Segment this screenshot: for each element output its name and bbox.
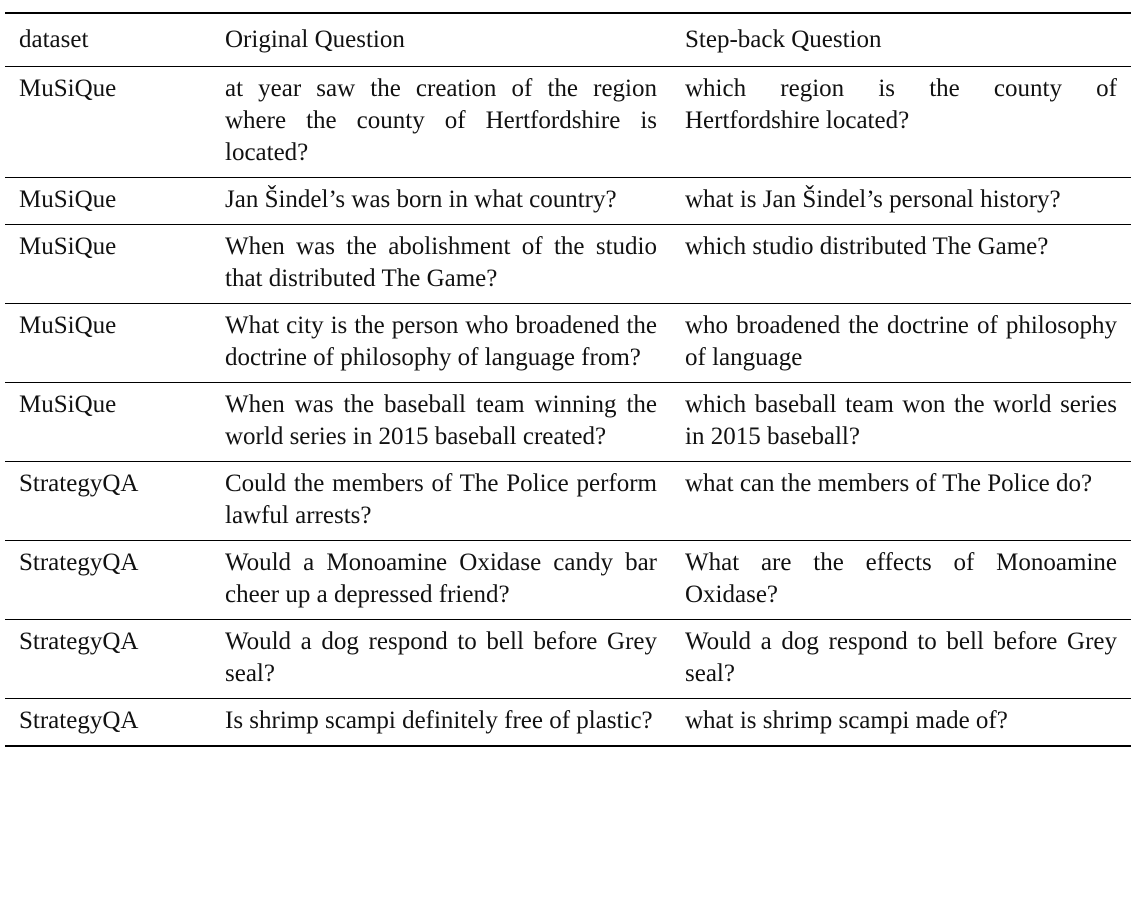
- cell-original-question: Would a dog respond to bell before Grey seal?: [225, 628, 657, 687]
- table-row: [5, 620, 1131, 699]
- cell-dataset: MuSiQue: [19, 186, 117, 213]
- examples-table-container: [5, 12, 1131, 747]
- cell-original-question: Is shrimp scampi definitely free of plastic?: [225, 707, 653, 734]
- cell-step-back-question: what is shrimp scampi made of?: [685, 707, 1008, 734]
- cell-dataset: StrategyQA: [19, 628, 139, 655]
- cell-step-back-question: Would a dog respond to bell before Grey seal?: [685, 628, 1117, 687]
- cell-dataset: StrategyQA: [19, 707, 139, 734]
- table-row: [5, 462, 1131, 541]
- cell-original-question: Would a Monoamine Oxidase candy bar cheer up a depressed friend?: [225, 549, 657, 608]
- header-row: [5, 13, 1131, 67]
- header-step-back-question: Step-back Question: [685, 26, 882, 53]
- cell-original-question: at year saw the creation of the region where the county of Hertfordshire is located?: [225, 75, 657, 166]
- cell-step-back-question: which baseball team won the world series in 2015 baseball?: [685, 391, 1117, 450]
- cell-original-question: Could the members of The Police perform lawful arrests?: [225, 470, 657, 529]
- cell-step-back-question: What are the effects of Monoamine Oxidase?: [685, 549, 1117, 608]
- cell-dataset: MuSiQue: [19, 233, 117, 260]
- cell-step-back-question: who broadened the doctrine of philosophy of language: [685, 312, 1117, 371]
- cell-dataset: MuSiQue: [19, 75, 117, 102]
- table-row: [5, 225, 1131, 304]
- cell-dataset: StrategyQA: [19, 549, 139, 576]
- cell-step-back-question: which studio distributed The Game?: [685, 233, 1049, 260]
- cell-dataset: StrategyQA: [19, 470, 139, 497]
- cell-step-back-question: which region is the county of Hertfordshire located?: [685, 75, 1117, 134]
- table-header: [5, 13, 1131, 67]
- cell-original-question: When was the baseball team winning the world series in 2015 baseball created?: [225, 391, 657, 450]
- cell-dataset: MuSiQue: [19, 391, 117, 418]
- table-row: [5, 304, 1131, 383]
- table-row: [5, 67, 1131, 178]
- table-body: [5, 67, 1131, 747]
- cell-dataset: MuSiQue: [19, 312, 117, 339]
- cell-step-back-question: what is Jan Šindel’s personal history?: [685, 186, 1061, 213]
- cell-step-back-question: what can the members of The Police do?: [685, 470, 1093, 497]
- table-row: [5, 541, 1131, 620]
- table-row: [5, 699, 1131, 747]
- cell-original-question: Jan Šindel’s was born in what country?: [225, 186, 617, 213]
- cell-original-question: When was the abolishment of the studio that distributed The Game?: [225, 233, 657, 292]
- table-row: [5, 178, 1131, 225]
- examples-table: [5, 12, 1131, 747]
- header-dataset: dataset: [19, 26, 89, 53]
- header-original-question: Original Question: [225, 26, 405, 53]
- table-row: [5, 383, 1131, 462]
- cell-original-question: What city is the person who broadened the doctrine of philosophy of language from?: [225, 312, 657, 371]
